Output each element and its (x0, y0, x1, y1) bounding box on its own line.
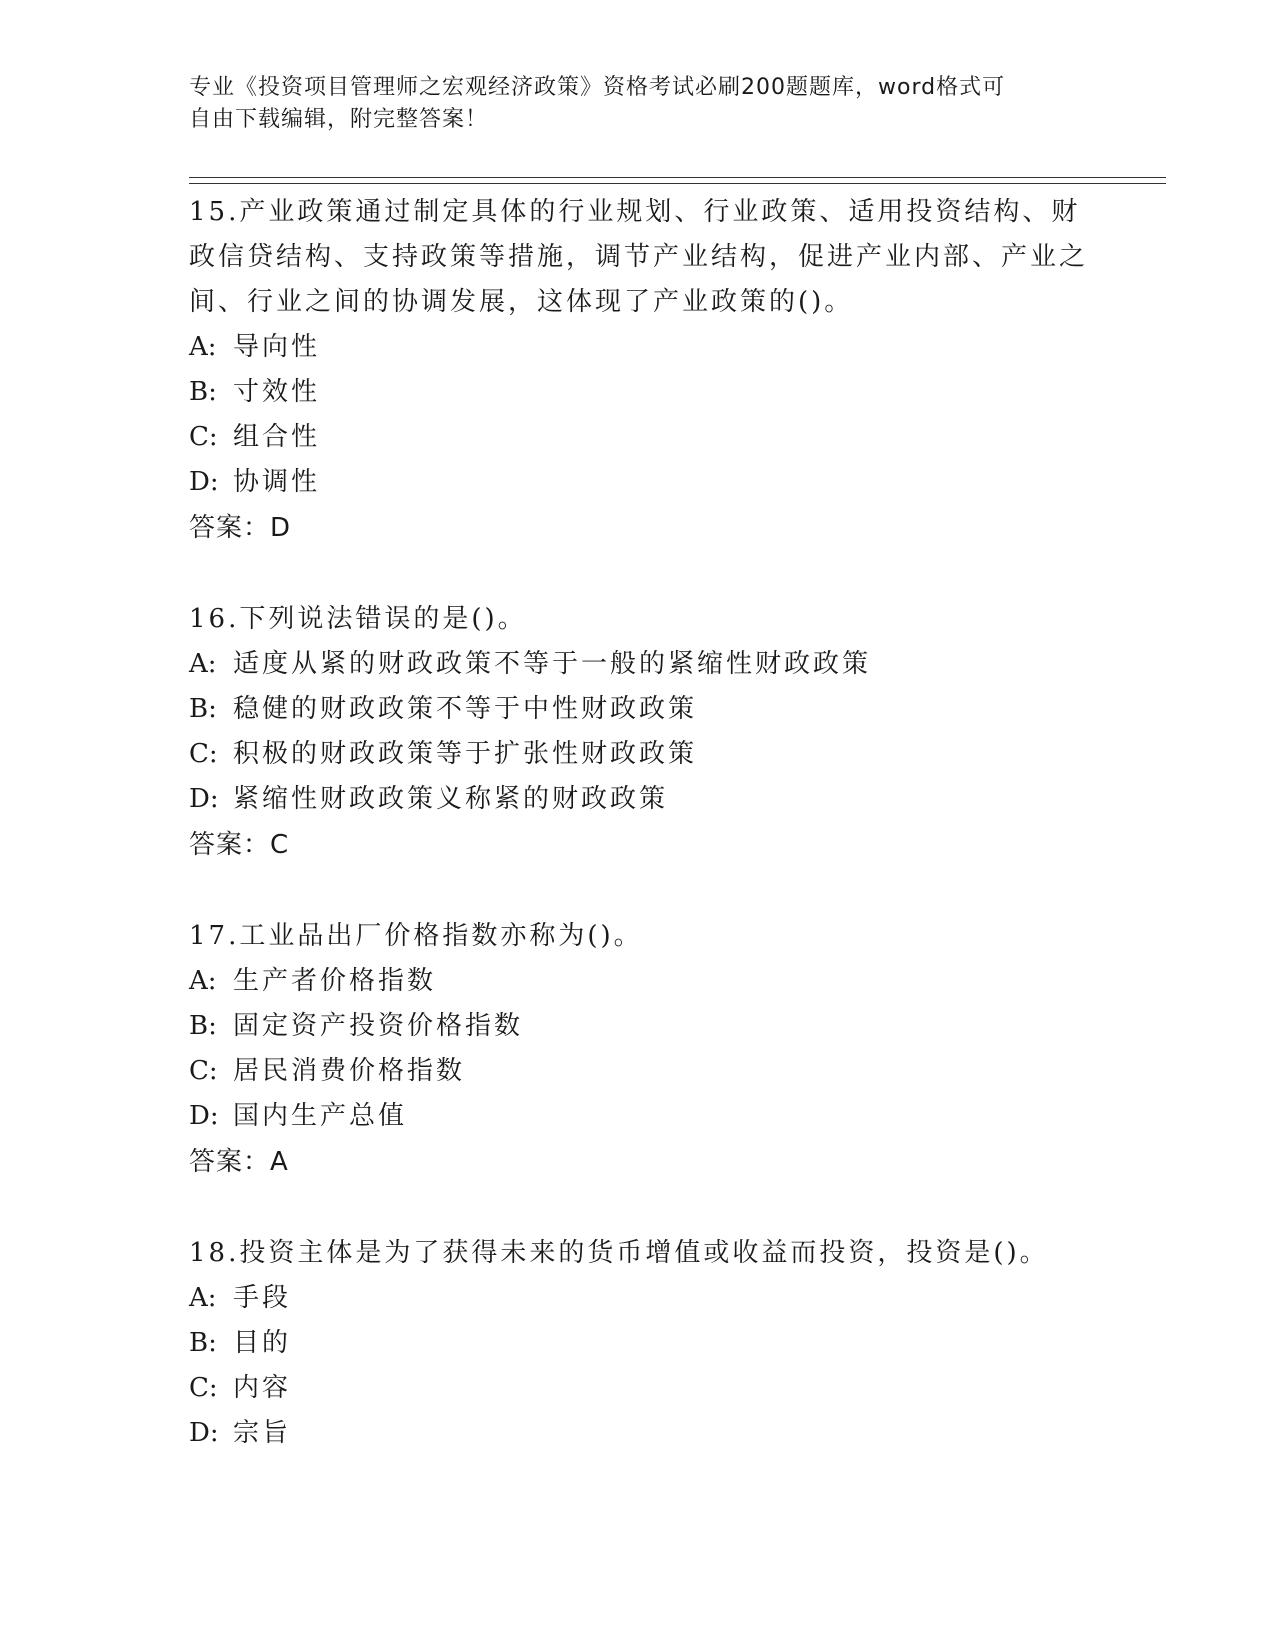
option-text: 生产者价格指数 (233, 966, 437, 996)
question-15 (189, 190, 1089, 552)
option-key: C: (189, 422, 218, 452)
document-header (189, 72, 1089, 136)
option-b (189, 370, 1089, 415)
question-17 (189, 914, 1089, 1186)
option-text: 协调性 (233, 467, 321, 497)
option-key: A: (189, 332, 217, 362)
answer: 答案：A (189, 1147, 289, 1177)
option-text: 组合性 (233, 422, 321, 452)
option-key: D: (189, 784, 219, 814)
option-a (189, 959, 1089, 1004)
option-b (189, 687, 1089, 732)
option-text: 导向性 (233, 332, 321, 362)
option-d (189, 777, 1089, 822)
question-18 (189, 1231, 1089, 1456)
answer: 答案：D (189, 513, 292, 543)
option-key: D: (189, 1418, 219, 1448)
header-divider-bottom (189, 183, 1166, 184)
option-text: 目的 (233, 1328, 292, 1358)
option-d (189, 460, 1089, 505)
option-b (189, 1321, 1089, 1366)
option-key: C: (189, 739, 218, 769)
option-c (189, 415, 1089, 460)
question-16 (189, 597, 1089, 869)
option-key: B: (189, 1328, 217, 1358)
header-line-2: 自由下载编辑，附完整答案！ (189, 107, 489, 132)
option-a (189, 325, 1089, 370)
option-text: 内容 (233, 1373, 292, 1403)
option-key: B: (189, 1011, 217, 1041)
header-line-1: 专业《投资项目管理师之宏观经济政策》资格考试必刷200题题库，word格式可 (189, 75, 1006, 100)
option-key: A: (189, 1283, 217, 1313)
question-stem: 17.工业品出厂价格指数亦称为()。 (189, 921, 643, 951)
option-c (189, 1049, 1089, 1094)
option-text: 稳健的财政政策不等于中性财政政策 (233, 694, 698, 724)
question-stem: 16.下列说法错误的是()。 (189, 604, 527, 634)
option-d (189, 1411, 1089, 1456)
option-b (189, 1004, 1089, 1049)
answer: 答案：C (189, 830, 290, 860)
option-a (189, 642, 1089, 687)
option-key: A: (189, 649, 217, 679)
option-key: A: (189, 966, 217, 996)
question-stem: 18.投资主体是为了获得未来的货币增值或收益而投资，投资是()。 (189, 1238, 1049, 1268)
header-divider-top (189, 177, 1166, 178)
option-a (189, 1276, 1089, 1321)
option-key: B: (189, 694, 217, 724)
option-c (189, 1366, 1089, 1411)
option-text: 居民消费价格指数 (233, 1056, 466, 1086)
option-d (189, 1094, 1089, 1139)
option-text: 宗旨 (233, 1418, 292, 1448)
option-key: C: (189, 1373, 218, 1403)
question-list (189, 190, 1089, 1501)
option-text: 固定资产投资价格指数 (233, 1011, 524, 1041)
option-c (189, 732, 1089, 777)
option-text: 积极的财政政策等于扩张性财政政策 (233, 739, 698, 769)
option-text: 适度从紧的财政政策不等于一般的紧缩性财政政策 (233, 649, 872, 679)
option-key: C: (189, 1056, 218, 1086)
option-text: 寸效性 (233, 377, 321, 407)
option-key: D: (189, 467, 219, 497)
option-key: D: (189, 1101, 219, 1131)
question-stem: 15.产业政策通过制定具体的行业规划、行业政策、适用投资结构、财政信贷结构、支持政策等措施，调节产业结构，促进产业内部、产业之间、行业之间的协调发展，这体现了产业政策的()。 (189, 197, 1089, 317)
option-key: B: (189, 377, 217, 407)
option-text: 手段 (233, 1283, 292, 1313)
option-text: 国内生产总值 (233, 1101, 408, 1131)
option-text: 紧缩性财政政策义称紧的财政政策 (233, 784, 669, 814)
